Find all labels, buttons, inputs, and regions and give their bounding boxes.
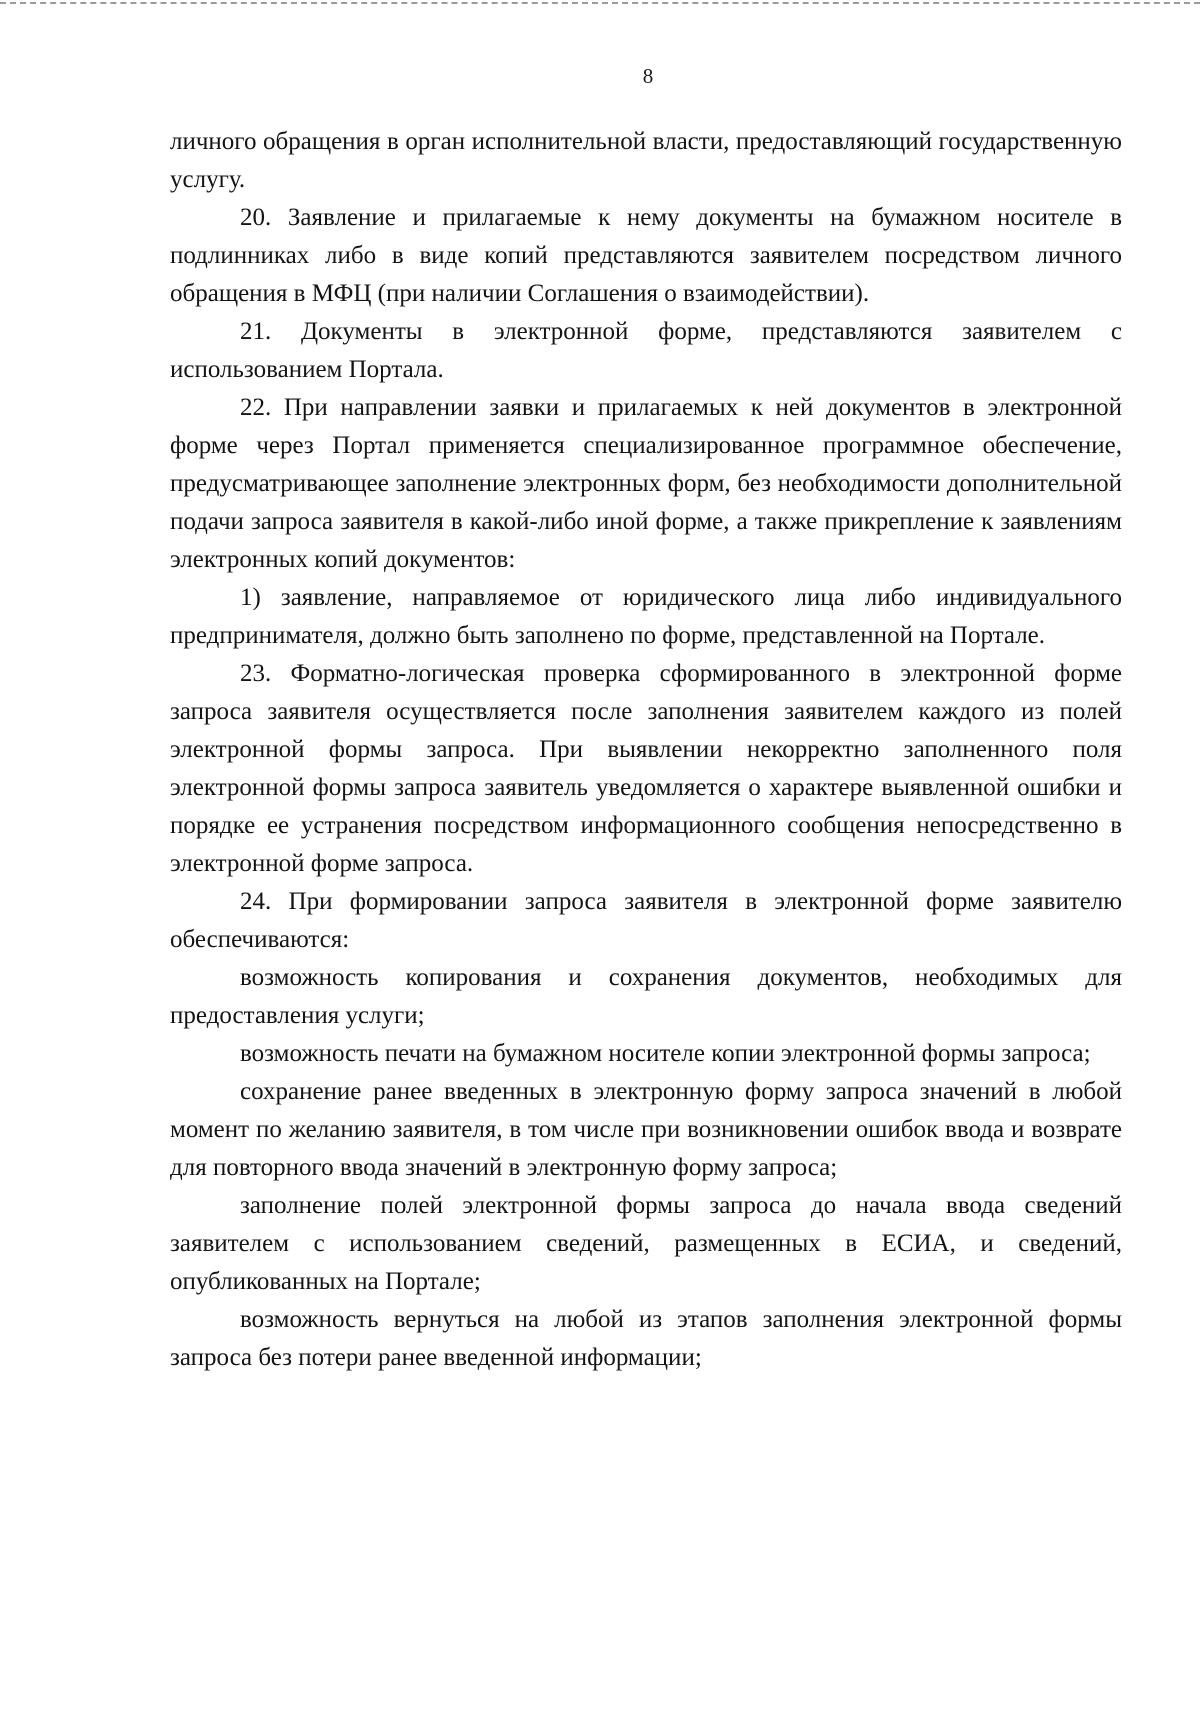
paragraph-24-item-copying: возможность копирования и сохранения документов, необходимых для предоставления услуги; bbox=[170, 964, 1122, 1029]
page-number: 8 bbox=[642, 64, 654, 88]
scan-top-edge bbox=[0, 2, 1200, 4]
paragraph-20: 20. Заявление и прилагаемые к нему документы на бумажном носителе в подлинниках либо в виде копий представляются заявителем посредством личного обращения в МФЦ (при наличии Соглашения о взаимодействии). bbox=[170, 204, 1122, 307]
paragraph-24-item-prefill: заполнение полей электронной формы запроса до начала ввода сведений заявителем с использованием сведений, размещенных в ЕСИА, и сведений, опубликованных на Портале; bbox=[170, 1192, 1122, 1295]
paragraph-23: 23. Форматно-логическая проверка сформированного в электронной форме запроса заявителя осуществляется после заполнения заявителем каждого из полей электронной формы запроса. При выявлении некорректно заполненного поля электронной формы запроса заявитель уведомляется о характере выявленной ошибки и порядке ее устранения посредством информационного сообщения непосредственно в электронной форме запроса. bbox=[170, 660, 1122, 877]
paragraph-22-item-1: 1) заявление, направляемое от юридического лица либо индивидуального предпринимателя, должно быть заполнено по форме, представленной на Портале. bbox=[170, 584, 1122, 649]
paragraph-24: 24. При формировании запроса заявителя в электронной форме заявителю обеспечиваются: bbox=[170, 888, 1122, 953]
paragraph-22: 22. При направлении заявки и прилагаемых к ней документов в электронной форме через Портал применяется специализированное программное обеспечение, предусматривающее заполнение электронных форм, без необходимости дополнительной подачи запроса заявителя в какой-либо иной форме, а также прикрепление к заявлениям электронных копий документов: bbox=[170, 394, 1122, 573]
paragraph-24-item-navigation: возможность вернуться на любой из этапов заполнения электронной формы запроса без потери ранее введенной информации; bbox=[170, 1306, 1122, 1371]
paragraph-24-item-printing: возможность печати на бумажном носителе копии электронной формы запроса; bbox=[240, 1040, 1091, 1067]
paragraph-24-item-saving: сохранение ранее введенных в электронную форму запроса значений в любой момент по желанию заявителя, в том числе при возникновении ошибок ввода и возврате для повторного ввода значений в электронную форму запроса; bbox=[170, 1078, 1122, 1181]
paragraph-21: 21. Документы в электронной форме, представляются заявителем с использованием Портала. bbox=[170, 318, 1122, 383]
paragraph-continuation: личного обращения в орган исполнительной власти, предоставляющий государственную услугу. bbox=[170, 128, 1122, 193]
document-body bbox=[170, 123, 1122, 1377]
